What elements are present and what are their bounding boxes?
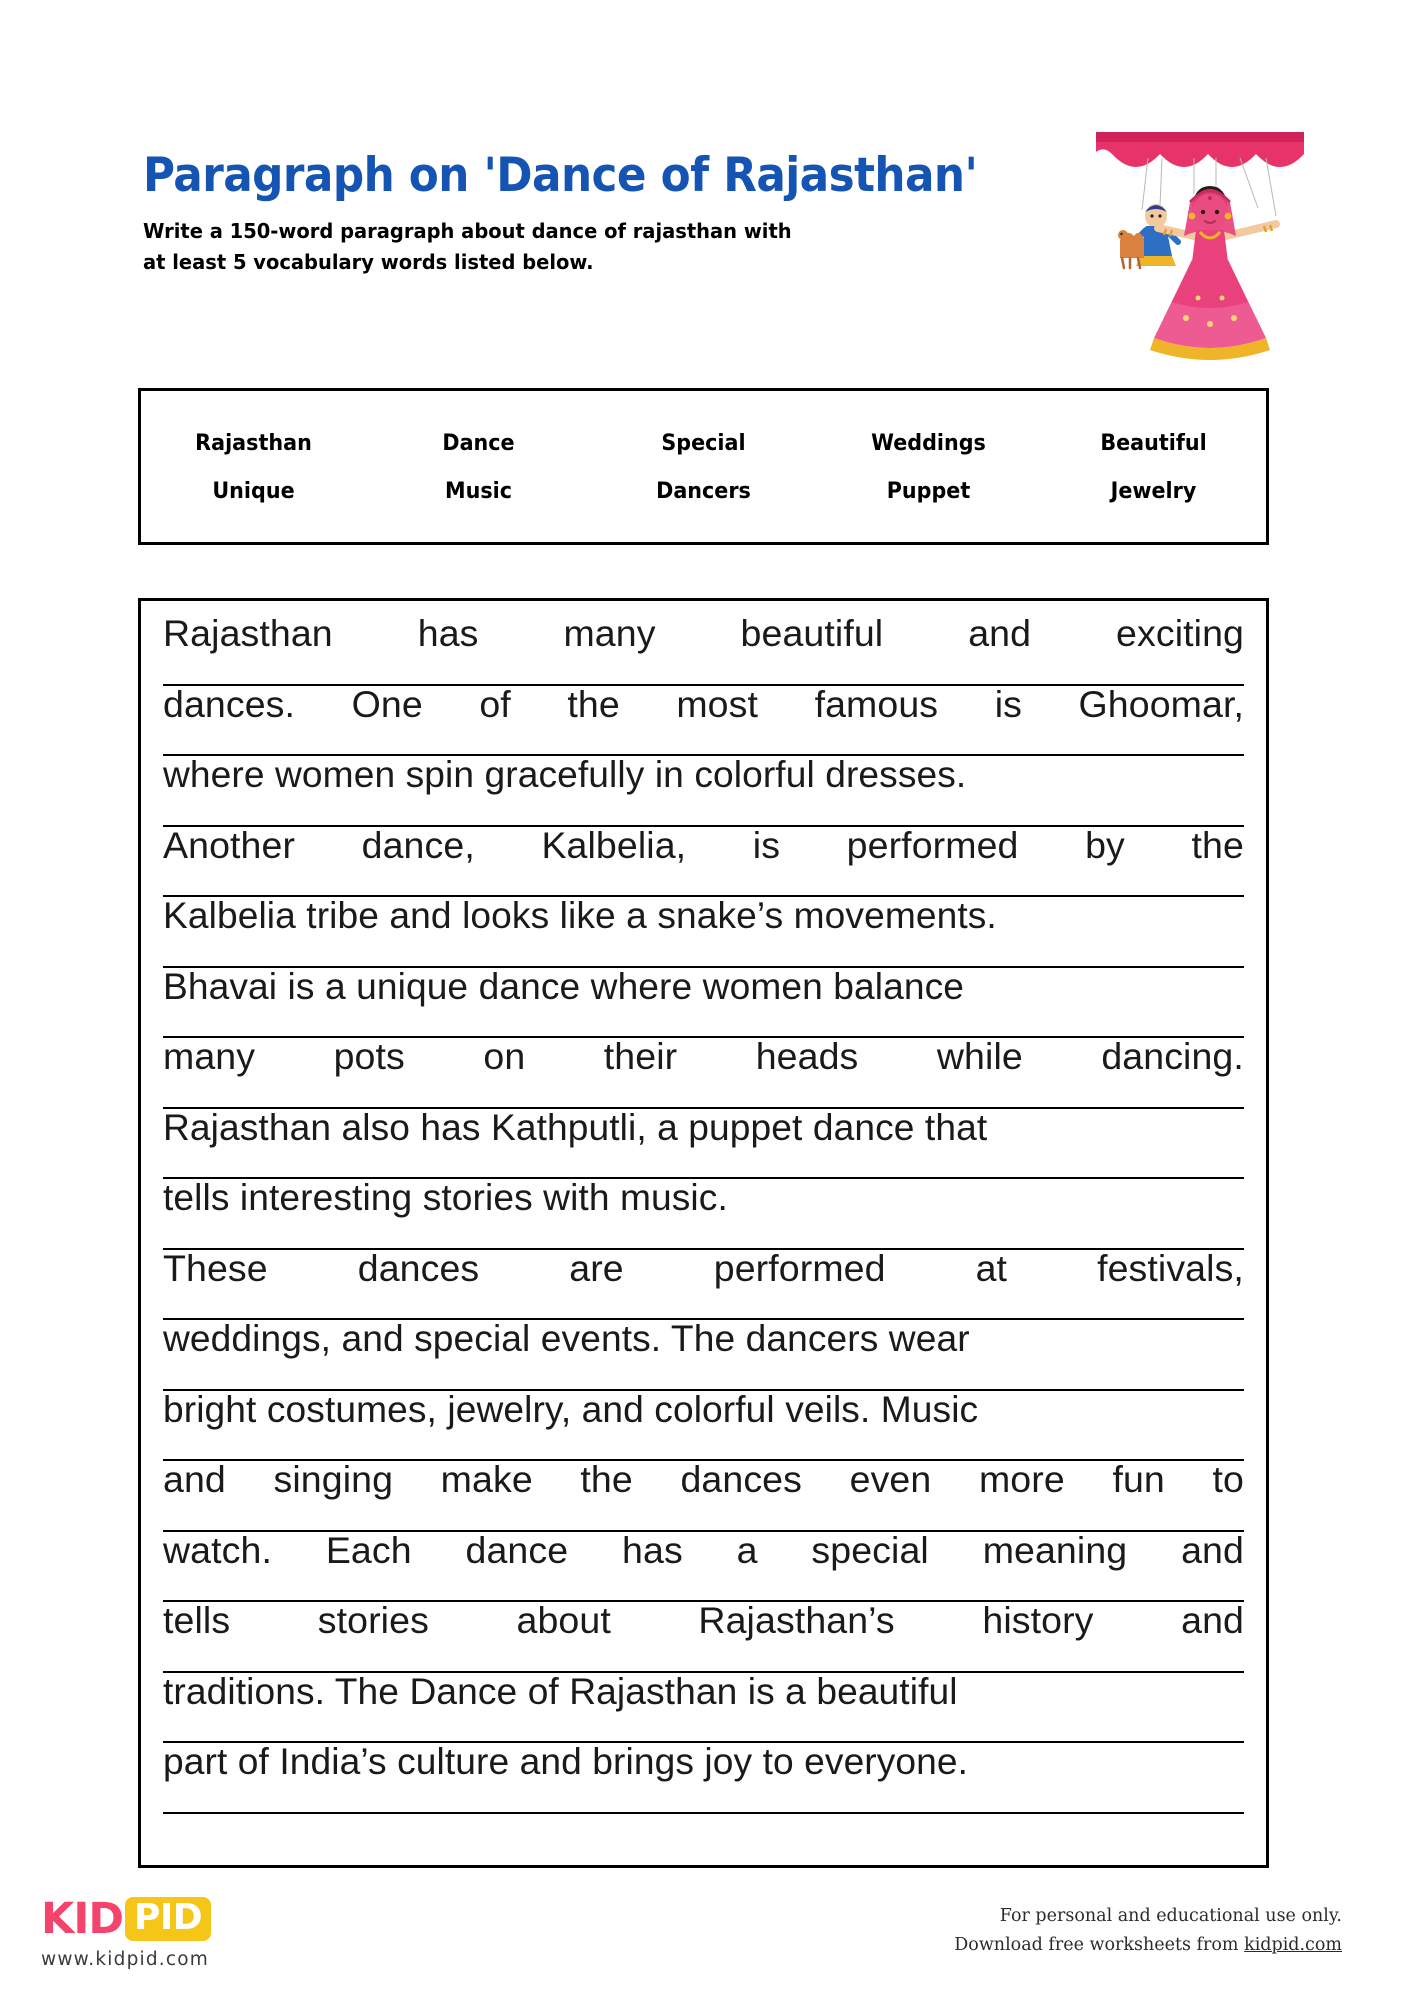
answer-word: singing [273,1458,394,1500]
answer-line-text: Bhavai is a unique dance where women balance [163,967,965,1007]
header [143,150,1223,279]
answer-line [163,612,1244,686]
answer-word: Rajasthan [163,612,333,654]
answer-word: Rajasthan’s [698,1599,895,1641]
answer-word: performed [846,823,1019,866]
answer-word: dances [357,1246,480,1289]
answer-word: are [569,1246,624,1289]
answer-word: while [936,1035,1023,1077]
footer-note [954,1902,1342,1960]
answer-word: of [479,682,511,725]
answer-line-text: weddings, and special events. The dancers wear [163,1320,970,1359]
logo-mark [41,1895,341,1943]
vocabulary-word: Puppet [886,477,971,504]
vocabulary-row-2 [141,467,1266,515]
answer-line [163,1320,1244,1391]
answer-word: the [1191,823,1244,866]
answer-word: meaning [982,1528,1128,1571]
answer-line [163,897,1244,968]
answer-word: and [1181,1599,1244,1641]
answer-line-text: bright costumes, jewelry, and colorful veils. Music [163,1390,979,1430]
answer-line [163,1599,1244,1673]
answer-line-text: tells interesting stories with music. [163,1179,728,1218]
answer-word: exciting [1116,612,1244,654]
answer-word: special [811,1528,929,1571]
instruction-line-1: Write a 150-word paragraph about dance of rajasthan with [143,218,792,243]
vocabulary-row-1 [141,419,1266,467]
answer-word: dancing. [1101,1035,1244,1077]
answer-word: Ghoomar, [1078,682,1244,725]
answer-line [163,1246,1244,1321]
answer-word: at [975,1246,1008,1289]
answer-word: has [622,1528,683,1571]
answer-paragraph [163,612,1244,1814]
answer-word: most [676,682,759,725]
answer-word: and [1181,1528,1244,1571]
answer-word: These [163,1246,268,1289]
answer-word: festivals, [1097,1246,1244,1289]
answer-word: Another [163,823,296,866]
vocabulary-word: Music [444,477,513,504]
footer-note-line-1: For personal and educational use only. [999,1906,1342,1926]
answer-word: many [163,1035,256,1077]
vocabulary-word: Rajasthan [195,429,312,456]
answer-line [163,1109,1244,1180]
answer-line-text: traditions. The Dance of Rajasthan is a beautiful [163,1672,958,1712]
answer-word: about [516,1599,611,1641]
answer-word: dance, [361,823,475,866]
answer-word: more [978,1458,1065,1500]
answer-word: Kalbelia, [541,823,687,866]
answer-word: by [1085,823,1125,866]
answer-word: dances. [163,682,296,725]
kidpid-logo [41,1895,341,1970]
instructions [143,216,1169,280]
answer-word: watch. [163,1528,272,1571]
logo-website-url: www.kidpid.com [41,1949,209,1970]
answer-word: their [603,1035,678,1077]
answer-word: a [736,1528,758,1571]
footer-note-line-2-prefix: Download free worksheets from [954,1934,1245,1955]
answer-word: and [163,1458,226,1500]
answer-word: many [563,612,656,654]
answer-line [163,968,1244,1039]
vocabulary-word: Jewelry [1110,477,1197,504]
answer-word: pots [333,1035,405,1077]
answer-line [163,1673,1244,1744]
footer-note-line-2 [954,1931,1342,1960]
kidpid-link[interactable]: kidpid.com [1244,1934,1342,1955]
answer-word: fun [1112,1458,1165,1500]
logo-kid-text: KID [41,1893,124,1944]
answer-word: make [440,1458,533,1500]
answer-word: the [567,682,620,725]
answer-word: One [351,682,423,725]
answer-word: dances [680,1458,802,1500]
vocabulary-word: Dancers [656,477,751,504]
vocabulary-word: Dance [442,429,515,456]
answer-word: even [849,1458,932,1500]
answer-writing-area[interactable] [138,598,1269,1868]
answer-word: is [994,682,1022,725]
answer-line-text: Kalbelia tribe and looks like a snake’s movements. [163,897,997,936]
answer-line [163,682,1244,757]
answer-word: dance [465,1528,569,1571]
answer-word: famous [814,682,939,725]
answer-word: on [483,1035,526,1077]
vocabulary-word: Special [661,429,746,456]
answer-line-text: part of India’s culture and brings joy to everyone. [163,1743,969,1782]
answer-word: stories [317,1599,429,1641]
answer-line [163,756,1244,827]
answer-line [163,1528,1244,1603]
vocabulary-word: Weddings [871,429,986,456]
answer-line [163,1391,1244,1462]
answer-word: performed [713,1246,886,1289]
answer-word: the [580,1458,633,1500]
answer-line [163,1035,1244,1109]
answer-line [163,823,1244,898]
answer-word: history [982,1599,1094,1641]
answer-line-text: where women spin gracefully in colorful dresses. [163,756,967,795]
answer-word: heads [755,1035,859,1077]
logo-pid-badge [125,1897,211,1941]
answer-line [163,1179,1244,1250]
answer-word: is [752,823,781,866]
instruction-line-2: at least 5 vocabulary words listed below. [143,250,594,275]
vocabulary-word: Beautiful [1100,429,1207,456]
answer-word: to [1212,1458,1244,1500]
answer-word: and [968,612,1032,654]
answer-word: beautiful [740,612,884,654]
answer-line-text: Rajasthan also has Kathputli, a puppet dance that [163,1108,988,1148]
answer-line [163,1743,1244,1814]
answer-word: Each [325,1528,412,1571]
logo-pid-text: PID [134,1897,203,1938]
answer-line [163,1458,1244,1532]
answer-word: tells [163,1599,231,1641]
page-title: Paragraph on 'Dance of Rajasthan' [143,148,978,203]
vocabulary-box [138,388,1269,545]
vocabulary-word: Unique [212,477,295,504]
rajasthani-dancer-puppet-illustration [1090,132,1310,362]
answer-word: has [417,612,479,654]
